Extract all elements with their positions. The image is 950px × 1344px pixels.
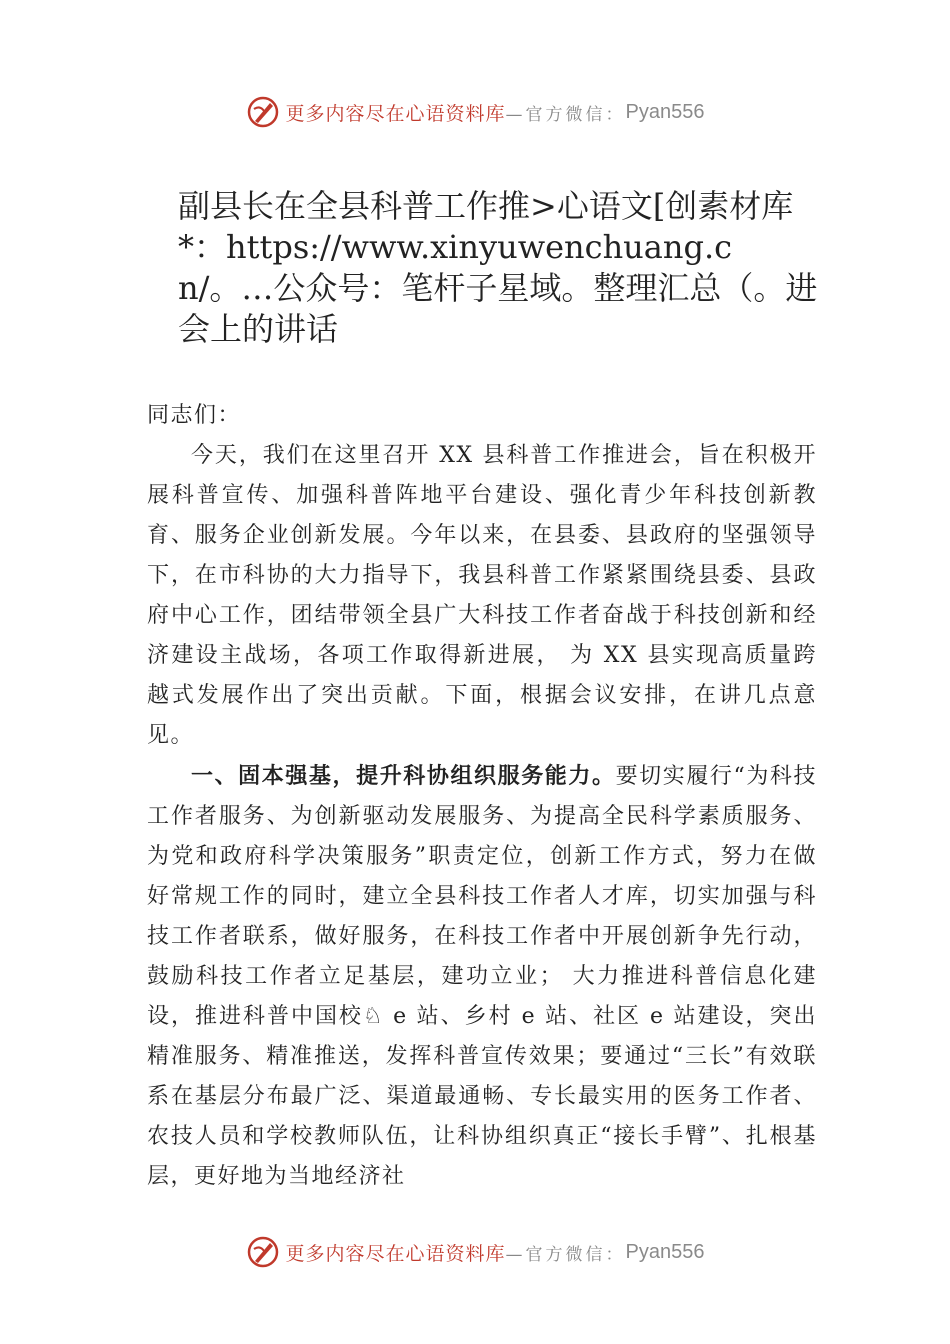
section-1-heading: 一、固本强基，提升科协组织服务能力。 [191,763,616,789]
document-body [147,396,817,1197]
header-banner [0,92,950,132]
banner-wechat-id: Pyan556 [625,100,705,123]
salutation: 同志们： [147,403,242,428]
banner-brand: 更多内容尽在心语资料库 [285,102,506,125]
banner-wechat-label: —官方微信： [505,104,626,125]
banner-brand: 更多内容尽在心语资料库 [285,1242,506,1265]
banner-wechat-id: Pyan556 [625,1240,705,1263]
footer-banner [0,1232,950,1272]
quill-logo-icon [246,95,280,129]
paragraph-intro: 今天，我们在这里召开 XX 县科普工作推进会，旨在积极开展科普宣传、加强科普阵地平台建设、强化青少年科技创新教育、服务企业创新发展。今年以来，在县委、县政府的坚强领导下，在市科协的大力指导下，我县科普工作紧紧围绕县委、县政府中心工作，团结带领全县广大科技工作者奋战于科技创新和经济建设主战场，各项工作取得新进展， 为 XX 县实现高质量跨越式发展作出了突出贡献。下面，根据会议安排，在讲几点意见。 [147,443,817,748]
section-1-text: 要切实履行“为科技工作者服务、为创新驱动发展服务、为提高全民科学素质服务、为党和政府科学决策服务”职责定位，创新工作方式，努力在做好常规工作的同时，建立全县科技工作者人才库，切实加强与科技工作者联系，做好服务，在科技工作者中开展创新争先行动，鼓励科技工作者立足基层，建功立业； 大力推进科普信息化建设，推进科普中国校♘ e 站、乡村 e 站、社区 e 站建设，突出精准服务、精准推送，发挥科普宣传效果；要通过“三长”有效联系在基层分布最广泛、渠道最通畅、专长最实用的医务工作者、农技人员和学校教师队伍，让科协组织真正“接长手臂”、扎根基层，更好地为当地经济社 [147,764,817,1189]
quill-logo-icon [246,1235,280,1269]
paragraph-section-1 [147,756,817,1197]
banner-wechat-label: —官方微信： [505,1244,626,1265]
document-title: 副县长在全县科普工作推>心语文[创素材库*：https://www.xinyuwenchuang.cn/。…公众号：笔杆子星域。整理汇总（。进会上的讲话 [178,187,818,348]
